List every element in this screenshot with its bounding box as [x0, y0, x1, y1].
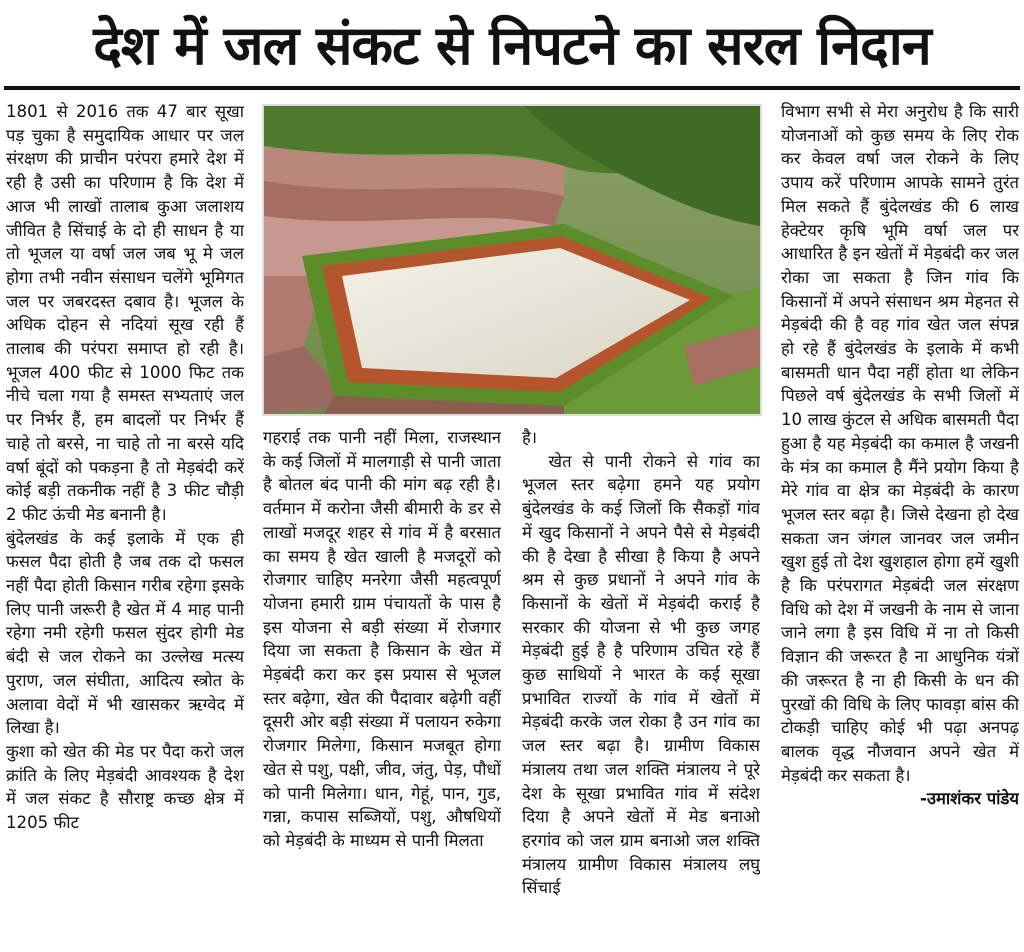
column-3-paragraph-1: है।: [522, 428, 538, 447]
column-3-paragraph-2: खेत से पानी रोकने से गांव का भूजल स्तर बढ़ेगा हमने यह प्रयोग बुंदेलखंड के कई जिलों कि सैकड़ों गांव में खुद किसानों ने अपने पैसे से मेड़बंदी की है देखा है सीखा है किया है अपने श्रम से कुछ प्रधानों ने अपने गांव के किसानों के खेतों में मेड़बंदी कराई है सरकार की योजना से भी कुछ जगह मेड़बंदी हुई है है परिणाम उचित रहे हैं कुछ साथियों ने भारत के कई सूखा प्रभावित राज्यों के गांव में खेतों में मेड़बंदी करके जल रोका है उन गांव का जल स्तर बढ़ा है। ग्रामीण विकास मंत्रालय तथा जल शक्ति मंत्रालय ने पूरे देश के सूखा प्रभावित गांव में संदेश दिया है अपने खेतों में मेड बनाओ हरगांव को जल ग्राम बनाओ जल शक्ति मंत्रालय ग्रामीण विकास मंत्रालय लघु सिंचाई: [522, 451, 760, 898]
column-1-paragraph-3: कुशा को खेत की मेड पर पैदा करो जल क्रांति के लिए मेड़बंदी आवश्यक है देश में जल संकट है सौराष्ट्र कच्छ क्षेत्र में 1205 फीट: [6, 741, 244, 833]
article-column-1: [6, 100, 244, 946]
column-1-paragraph-1: 1801 से 2016 तक 47 बार सूखा पड़ चुका है समुदायिक आधार पर जल संरक्षण की प्राचीन परंपरा हमारे देश में रही है उसी का परिणाम है कि देश में आज भी लाखों तालाब कुआ जलाशय जीवित है सिंचाई के दो ही साधन है या तो भूजल या वर्षा जल जब भू मे जल होगा तभी नवीन संसाधन चलेंगे भूमिगत जल पर जबरदस्त दबाव है। भूजल के अधिक दोहन से नदियां सूख रही हैं तालाब की परंपरा समाप्त हो रही है। भूजल 400 फीट से 1000 फिट तक नीचे चला गया है समस्त सभ्यताएं जल पर निर्भर हैं, हम बादलों पर निर्भर हैं चाहे तो बरसे, ना चाहे तो ना बरसे यदि वर्षा बूंदों को पकड़ना है तो मेड़बंदी करें कोई बड़ी तकनीक नहीं है 3 फीट चौड़ी 2 फीट ऊंची मेड बनानी है।: [6, 102, 244, 524]
author-byline: -उमाशंकर पांडेय: [919, 789, 1019, 809]
terraced-field-pond-photo: [262, 104, 762, 416]
article-column-2: [263, 426, 501, 946]
article-headline: देश में जल संकट से निपटने का सरल निदान: [93, 14, 931, 77]
terraced-field-pond-icon: [264, 106, 760, 414]
article-column-3: [522, 426, 760, 946]
headline-rule: [4, 86, 1020, 90]
article-column-4: [781, 100, 1019, 946]
column-1-paragraph-2: बुंदेलखंड के कई इलाके में एक ही फसल पैदा होती है जब तक दो फसल नहीं पैदा होती किसान गरीब रहेगा इसके लिए पानी जरूरी है खेत में 4 माह पानी रहेगा नमी रहेगी फसल सुंदर होगी मेड बंदी से जल रोकने का उल्लेख मत्स्य पुराण, जल संघीता, आदित्य स्त्रोत के अलावा वेदों में भी खासकर ऋग्वेद में लिखा है।: [6, 528, 244, 738]
column-4-paragraph-1: विभाग सभी से मेरा अनुरोध है कि सारी योजनाओं को कुछ समय के लिए रोक कर केवल वर्षा जल रोकने के लिए उपाय करें परिणाम आपके सामने तुरंत मिल सकते हैं बुंदेलखंड की 6 लाख हेक्टेयर कृषि भूमि वर्षा जल पर आधारित है इन खेतों में मेड़बंदी कर जल रोका जा सकता है जिन गांव कि किसानों में अपने संसाधन श्रम मेहनत से मेड़बंदी की है वह गांव खेत जल संपन्न हो रहे हैं बुंदेलखंड के इलाके में कभी बासमती धान पैदा नहीं होता था लेकिन पिछले वर्ष बुंदेलखंड के सभी जिलों में 10 लाख कुंटल से अधिक बासमती पैदा हुआ है यह मेड़बंदी का कमाल है जखनी के मंत्र का कमाल है मैंने प्रयोग किया है मेरे गांव वा क्षेत्र का मेड़बंदी के कारण भूजल स्तर बढ़ा है। जिसे देखना हो देख सकता जन जंगल जानवर जल जमीन खुश हुई तो देश खुशहाल होगा हमें खुशी है कि परंपरागत मेड़बंदी जल संरक्षण विधि को देश में जखनी के नाम से जाना जाने लगा है इस विधि में ना तो किसी विज्ञान की जरूरत है ना आधुनिक यंत्रों की जरूरत है ना ही किसी के धन की पुरखों की विधि के लिए फावड़ा बांस की टोकड़ी चाहिए कोई भी पढ़ा अनपढ़ बालक वृद्ध नौजवान अपने खेत में मेड़बंदी कर सकता है।: [781, 102, 1019, 785]
column-2-paragraph-1: गहराई तक पानी नहीं मिला, राजस्थान के कई जिलों में मालगाड़ी से पानी जाता है बोतल बंद पानी की मांग बढ़ रही है।वर्तमान में करोना जैसी बीमारी के डर से लाखों मजदूर शहर से गांव में है बरसात का समय है खेत खाली है मजदूरों को रोजगार चाहिए मनरेगा जैसी महत्वपूर्ण योजना हमारी ग्राम पंचायतों के पास है इस योजना से बड़ी संख्या में रोजगार दिया जा सकता है किसान के खेत में मेड़बंदी करा कर इस प्रयास से भूजल स्तर बढ़ेगा, खेत की पैदावार बढ़ेगी वहीं दूसरी ओर बड़ी संख्या में पलायन रुकेगा रोजगार मिलेगा, किसान मजबूत होगा खेत से पशु, पक्षी, जीव, जंतु, पेड़, पौधों को पानी मिलेगा। धान, गेहूं, पान, गुड, गन्ना, कपास सब्जियों, पशु, औषधियों को मेड़बंदी के माध्यम से पानी मिलता: [263, 428, 501, 850]
